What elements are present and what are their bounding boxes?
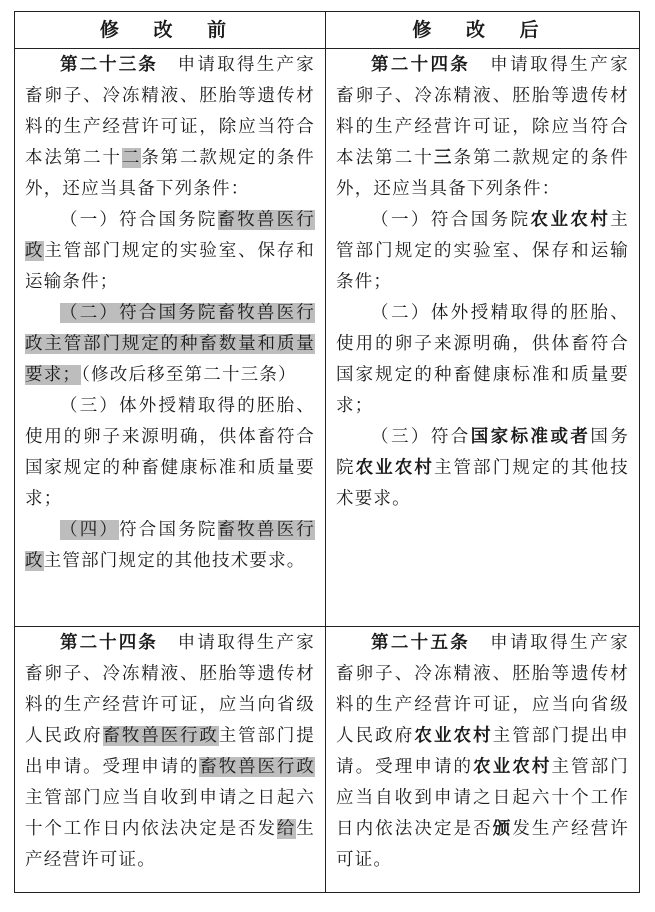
changed-text: 农业农村 [355,458,434,478]
item-2: （二）体外授精取得的胚胎、使用的卵子来源明确，供体畜符合国家规定的种畜健康标准和质量要求； [336,303,629,416]
comparison-table [14,11,640,893]
item-4: （四）符合国务院畜牧兽医行政主管部门规定的其他技术要求。 [25,520,316,571]
item-3: （三）体外授精取得的胚胎、使用的卵子来源明确，供体畜符合国家规定的种畜健康标准和质量要求； [25,396,315,509]
item-3: （三）符合国家标准或者国务院农业农村主管部门规定的其他技术要求。 [336,427,630,509]
changed-text: 三 [433,148,454,168]
row2-after-cell [326,628,639,876]
highlight: 畜牧兽医行政 [25,520,316,571]
item-1: （一）符合国务院农业农村主管部门规定的实验室、保存和运输条件； [336,210,629,292]
row2-before-cell [15,628,325,876]
item-2: （二）符合国务院畜牧兽医行政主管部门规定的种畜数量和质量要求；（修改后移至第二十三条） [25,303,315,385]
header-before: 修 改 前 [99,19,241,41]
changed-text: 农业农村 [414,726,493,746]
row1-after-cell [326,50,639,515]
header-after: 修 改 后 [412,19,553,41]
article-number: 第二十五条 [371,633,471,653]
highlight: 二 [121,148,142,168]
highlight: （二）符合国务院畜牧兽医行政主管部门规定的种畜数量和质量要求； [25,303,315,385]
highlight: 畜牧兽医行政 [199,757,315,777]
changed-text: 颁 [492,819,513,839]
article-number: 第二十四条 [371,55,471,75]
highlight: 给 [276,819,297,839]
row1-before-cell [15,50,325,577]
highlight: 畜牧兽医行政 [102,726,219,746]
highlight: 畜牧兽医行政 [25,210,315,261]
article-24-paragraph: 第二十四条 申请取得生产家畜卵子、冷冻精液、胚胎等遗传材料的生产经营许可证，应当向省级人民政府畜牧兽医行政主管部门提出申请。受理申请的畜牧兽医行政主管部门应当自收到申请之日起六十个工作日内依法决定是否发给生产经营许可证。 [25,633,316,870]
changed-text: 农业农村 [530,210,611,230]
article-23-paragraph: 第二十三条 申请取得生产家畜卵子、冷冻精液、胚胎等遗传材料的生产经营许可证，除应当符合本法第二十二条第二款规定的条件外，还应当具备下列条件： [25,55,316,199]
article-number: 第二十三条 [60,55,158,75]
highlight: （四） [60,520,120,540]
changed-text: 国家标准或者 [470,427,591,447]
item-1: （一）符合国务院畜牧兽医行政主管部门规定的实验室、保存和运输条件； [25,210,315,292]
article-25-paragraph: 第二十五条 申请取得生产家畜卵子、冷冻精液、胚胎等遗传材料的生产经营许可证，应当向省级人民政府农业农村主管部门提出申请。受理申请的农业农村主管部门应当自收到申请之日起六十个工作日内依法决定是否颁发生产经营许可证。 [336,633,630,870]
article-24-paragraph: 第二十四条 申请取得生产家畜卵子、冷冻精液、胚胎等遗传材料的生产经营许可证，除应当符合本法第二十三条第二款规定的条件外，还应当具备下列条件： [336,55,630,199]
row-divider [15,626,639,627]
header-divider [15,48,639,49]
changed-text: 农业农村 [473,757,552,777]
article-number: 第二十四条 [60,633,158,653]
